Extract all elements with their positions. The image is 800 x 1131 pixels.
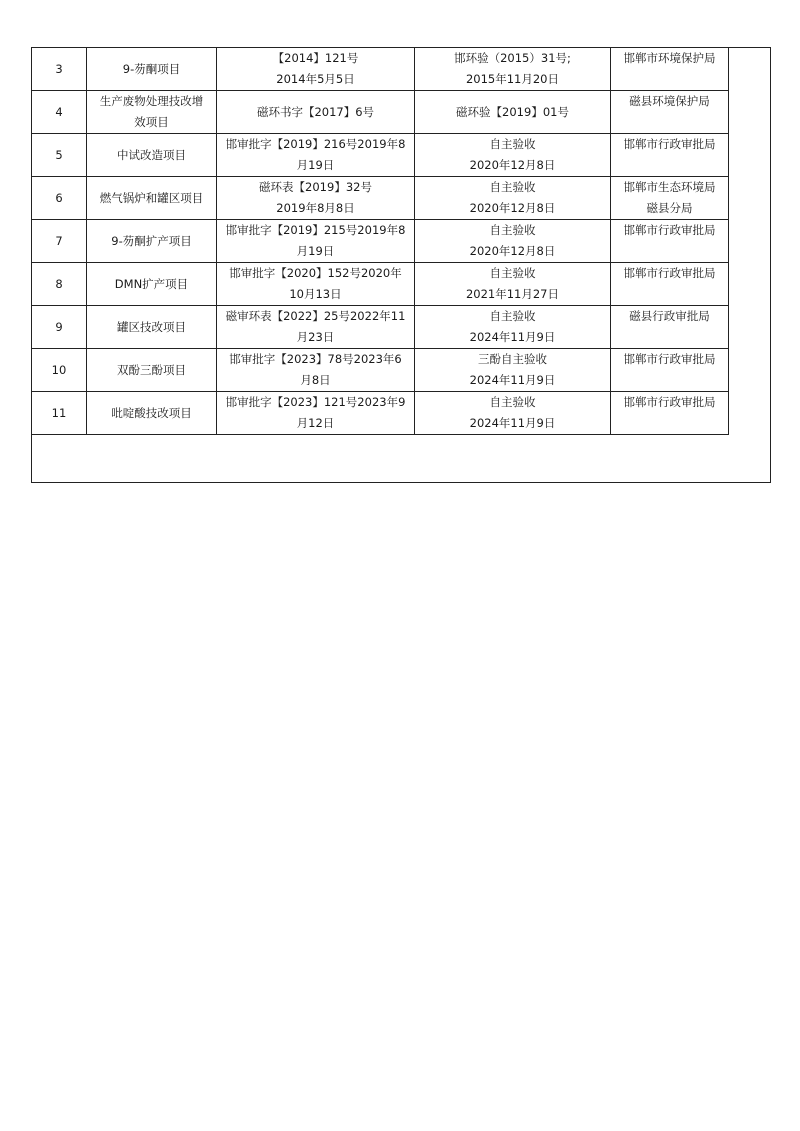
project-name-cell [87,263,217,306]
acceptance-cell [415,349,611,392]
approval-document-cell [217,48,415,91]
approval-document-line: 磁环书字【2017】6号 [256,104,375,119]
project-name-line: 9-芴酮扩产项目 [111,233,192,248]
approving-agency-line: 邯郸市生态环境局 [623,180,716,194]
approval-document-line: 邯审批字【2023】121号2023年9 [225,395,406,409]
project-name-line: 罐区技改项目 [117,319,186,334]
acceptance-line: 2020年12月8日 [469,201,556,215]
project-name-line: 生产废物处理技改增 [99,94,204,108]
approving-agency-cell [611,306,729,349]
row-number-cell: 8 [32,263,87,306]
row-number-cell: 9 [32,306,87,349]
approving-agency-cell [611,91,729,134]
approval-document-line: 10月13日 [289,287,342,301]
project-name-cell [87,220,217,263]
approving-agency-line: 邯郸市行政审批局 [623,352,716,366]
approval-document-line: 磁环表【2019】32号 [259,180,372,194]
acceptance-line: 2024年11月9日 [469,373,556,387]
approving-agency-line: 邯郸市环境保护局 [623,51,716,65]
row-number-cell: 10 [32,349,87,392]
approving-agency-line: 邯郸市行政审批局 [623,395,716,409]
project-name-line: 效项目 [134,115,169,129]
project-name-cell [87,306,217,349]
approval-document-line: 月19日 [296,244,335,258]
approving-agency-line: 磁县环境保护局 [629,94,710,108]
approval-document-cell [217,220,415,263]
approval-document-line: 邯审批字【2020】152号2020年 [229,266,402,280]
acceptance-line: 2024年11月9日 [469,330,556,344]
row-number-cell: 4 [32,91,87,134]
project-name-cell [87,349,217,392]
acceptance-line: 自主验收 [489,180,536,194]
approval-document-line: 月8日 [300,373,331,387]
approving-agency-line: 磁县行政审批局 [629,309,710,323]
table-row [32,349,729,392]
approval-document-line: 邯审批字【2019】216号2019年8 [225,137,406,151]
acceptance-cell [415,392,611,435]
approving-agency-cell [611,134,729,177]
acceptance-line: 2024年11月9日 [469,416,556,430]
approving-agency-cell [611,48,729,91]
acceptance-cell [415,263,611,306]
project-name-line: 双酚三酚项目 [117,362,186,377]
acceptance-line: 磁环验【2019】01号 [456,104,569,119]
approval-document-cell [217,91,415,134]
row-number-cell: 5 [32,134,87,177]
table-row [32,134,729,177]
acceptance-line: 2020年12月8日 [469,244,556,258]
acceptance-line: 邯环验（2015）31号; [454,51,571,65]
approving-agency-line: 邯郸市行政审批局 [623,266,716,280]
table-row [32,392,729,435]
project-name-cell [87,91,217,134]
table-row [32,48,729,91]
acceptance-line: 2021年11月27日 [465,287,560,301]
acceptance-line: 自主验收 [489,137,536,151]
row-number-cell: 7 [32,220,87,263]
approving-agency-cell [611,349,729,392]
approving-agency-line: 邯郸市行政审批局 [623,223,716,237]
project-name-line: 9-芴酮项目 [122,61,181,76]
acceptance-line: 2020年12月8日 [469,158,556,172]
table-row [32,220,729,263]
approving-agency-line: 磁县分局 [646,201,693,215]
approving-agency-cell [611,392,729,435]
approval-document-cell [217,177,415,220]
approval-document-line: 2014年5月5日 [276,72,355,86]
project-name-line: 吡啶酸技改项目 [111,405,192,420]
approval-document-cell [217,263,415,306]
acceptance-cell [415,48,611,91]
project-name-cell [87,392,217,435]
project-name-line: 中试改造项目 [117,147,186,162]
approval-document-line: 【2014】121号 [272,51,359,65]
row-number-cell: 3 [32,48,87,91]
approval-document-cell [217,306,415,349]
acceptance-cell [415,220,611,263]
acceptance-line: 自主验收 [489,266,536,280]
approval-document-cell [217,392,415,435]
approval-document-line: 月19日 [296,158,335,172]
row-number-cell: 11 [32,392,87,435]
row-number-cell: 6 [32,177,87,220]
acceptance-cell [415,177,611,220]
table-row [32,91,729,134]
acceptance-line: 自主验收 [489,395,536,409]
project-name-cell [87,177,217,220]
acceptance-cell [415,306,611,349]
approval-document-line: 月12日 [296,416,335,430]
project-records-table [31,47,729,435]
table-row [32,306,729,349]
acceptance-line: 自主验收 [489,309,536,323]
table-row [32,263,729,306]
project-name-cell [87,48,217,91]
approving-agency-cell [611,263,729,306]
approving-agency-cell [611,177,729,220]
approval-document-line: 邯审批字【2023】78号2023年6 [229,352,402,366]
acceptance-line: 2015年11月20日 [465,72,560,86]
project-name-cell [87,134,217,177]
table-row [32,177,729,220]
approval-document-line: 邯审批字【2019】215号2019年8 [225,223,406,237]
acceptance-line: 三酚自主验收 [478,352,547,366]
approving-agency-line: 邯郸市行政审批局 [623,137,716,151]
acceptance-cell [415,134,611,177]
acceptance-cell [415,91,611,134]
approval-document-line: 2019年8月8日 [276,201,355,215]
table-body [32,48,729,435]
approval-document-line: 月23日 [296,330,335,344]
project-name-line: 燃气锅炉和罐区项目 [99,190,204,205]
acceptance-line: 自主验收 [489,223,536,237]
approval-document-cell [217,134,415,177]
approval-document-line: 磁审环表【2022】25号2022年11 [225,309,406,323]
project-name-line: DMN扩产项目 [114,276,189,291]
approving-agency-cell [611,220,729,263]
approval-document-cell [217,349,415,392]
